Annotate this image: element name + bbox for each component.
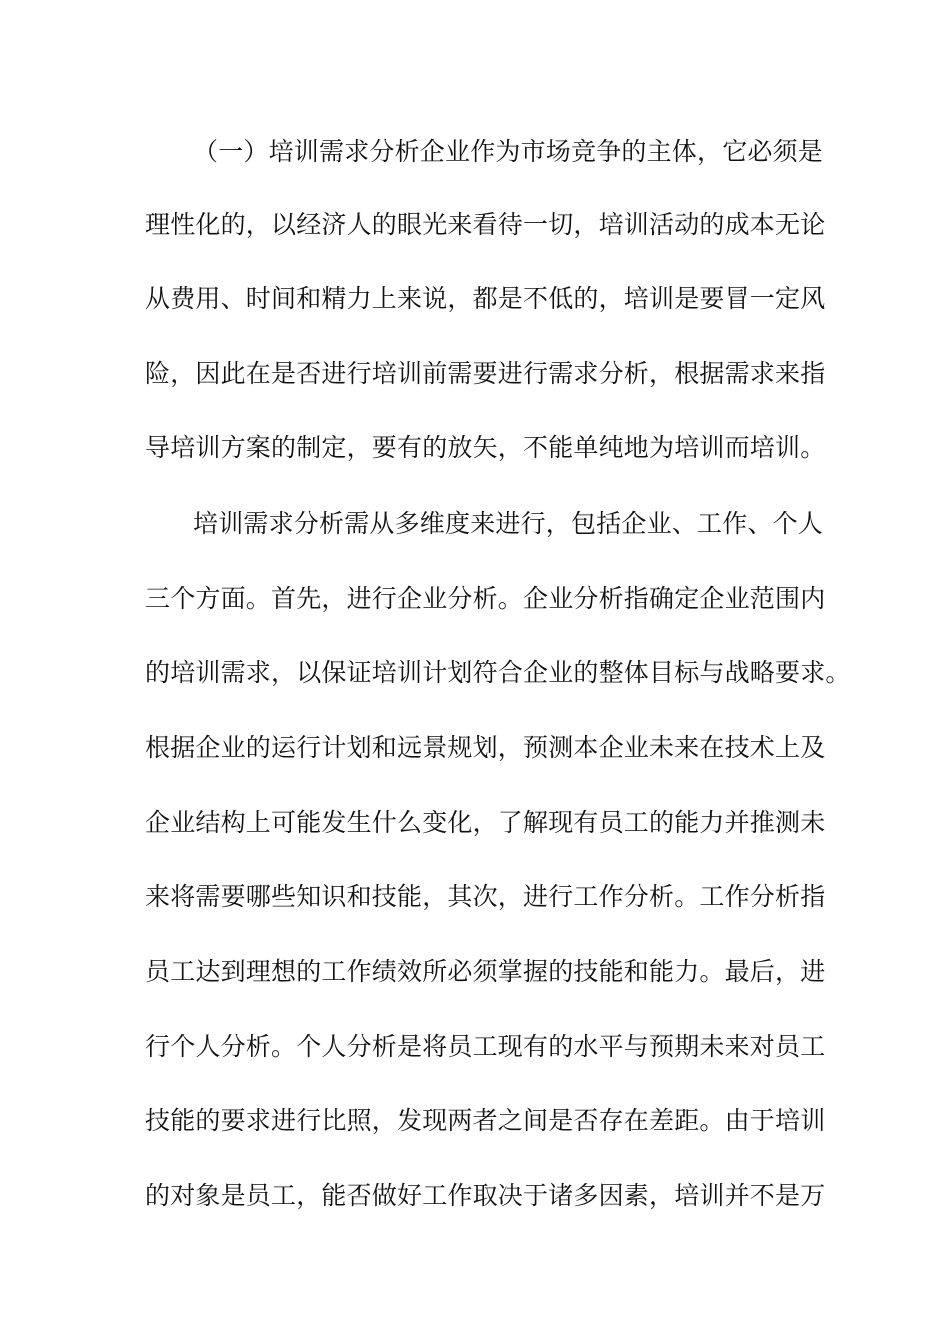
paragraph-line: 的对象是员工，能否做好工作取决于诸多因素，培训并不是万 xyxy=(145,1181,826,1210)
paragraph-line: 培训需求分析需从多维度来进行，包括企业、工作、个人 xyxy=(193,509,824,538)
paragraph-line: 险，因此在是否进行培训前需要进行需求分析，根据需求来指 xyxy=(145,359,826,388)
paragraph-line: 来将需要哪些知识和技能，其次，进行工作分析。工作分析指 xyxy=(145,882,826,911)
paragraph-line: 企业结构上可能发生什么变化，了解现有员工的能力并推测未 xyxy=(145,808,826,837)
paragraph-line: 导培训方案的制定，要有的放矢，不能单纯地为培训而培训。 xyxy=(145,433,826,462)
paragraph-line: 技能的要求进行比照，发现两者之间是否存在差距。由于培训 xyxy=(145,1106,826,1135)
paragraph-line: 的培训需求，以保证培训计划符合企业的整体目标与战略要求。 xyxy=(145,658,851,687)
paragraph-line: 三个方面。首先，进行企业分析。企业分析指确定企业范围内 xyxy=(145,584,826,613)
paragraph-line: 行个人分析。个人分析是将员工现有的水平与预期未来对员工 xyxy=(145,1032,826,1061)
paragraph-line: 员工达到理想的工作绩效所必须掌握的技能和能力。最后，进 xyxy=(145,957,826,986)
paragraph-line: （一）培训需求分析企业作为市场竞争的主体，它必须是 xyxy=(193,137,824,166)
paragraph-line: 理性化的，以经济人的眼光来看待一切，培训活动的成本无论 xyxy=(145,210,826,239)
paragraph-line: 从费用、时间和精力上来说，都是不低的，培训是要冒一定风 xyxy=(145,284,826,313)
paragraph-line: 根据企业的运行计划和远景规划，预测本企业未来在技术上及 xyxy=(145,733,826,762)
